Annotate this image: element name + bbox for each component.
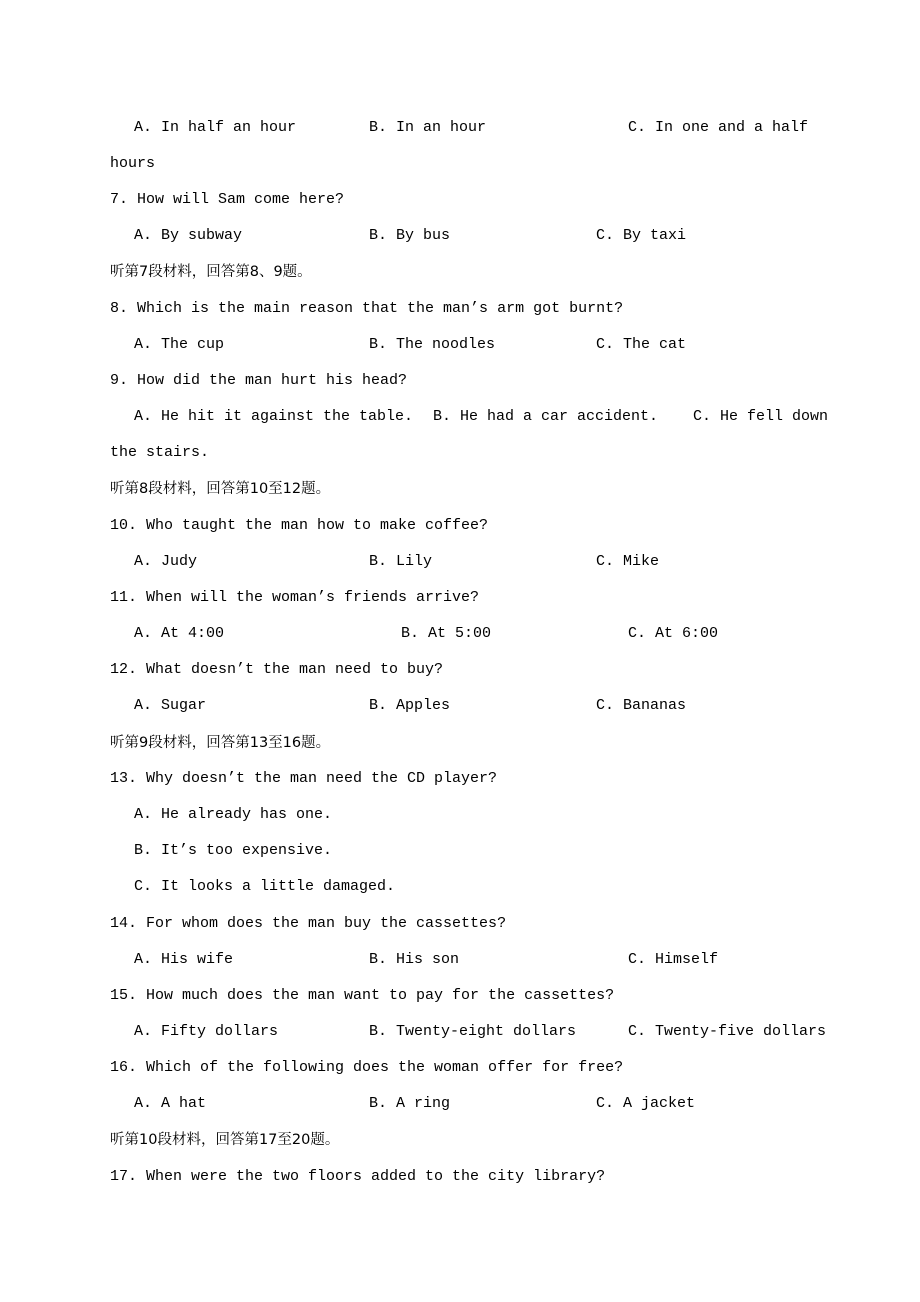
answer-option: A. In half an hour	[134, 119, 297, 136]
line-text: the stairs.	[110, 444, 210, 461]
line-text: 11. When will the woman’s friends arrive?	[110, 589, 480, 606]
answer-options-row	[0, 1093, 920, 1115]
answer-option: A. Fifty dollars	[134, 1023, 279, 1040]
line-text: 16. Which of the following does the woman offer for free?	[110, 1059, 624, 1076]
question-text	[0, 985, 920, 1007]
answer-option: B. The noodles	[369, 336, 496, 353]
line-text: C. It looks a little damaged.	[134, 878, 396, 895]
answer-options-row	[0, 225, 920, 247]
section-instruction	[0, 478, 920, 500]
answer-option: A. He hit it against the table.	[134, 408, 414, 425]
answer-option: C. Twenty-five dollars	[628, 1023, 827, 1040]
answer-option: A. A hat	[134, 1095, 207, 1112]
line-text: 8. Which is the main reason that the man’s arm got burnt?	[110, 300, 624, 317]
answer-option: C. At 6:00	[628, 625, 719, 642]
line-text: 12. What doesn’t the man need to buy?	[110, 661, 444, 678]
line-text: 17. When were the two floors added to the city library?	[110, 1168, 606, 1185]
answer-option: B. A ring	[369, 1095, 451, 1112]
answer-option: C. The cat	[596, 336, 687, 353]
answer-option: B. In an hour	[369, 119, 487, 136]
answer-option: B. Twenty-eight dollars	[369, 1023, 577, 1040]
answer-option: A. By subway	[134, 227, 243, 244]
question-text	[0, 913, 920, 935]
answer-options-row	[0, 695, 920, 717]
section-instruction	[0, 1129, 920, 1151]
section-instruction	[0, 261, 920, 283]
text-line	[0, 804, 920, 826]
line-text: A. He already has one.	[134, 806, 333, 823]
question-text	[0, 768, 920, 790]
answer-option: C. By taxi	[596, 227, 687, 244]
answer-option: B. Lily	[369, 553, 433, 570]
answer-option: A. His wife	[134, 951, 234, 968]
line-text: 听第7段材料，回答第8、9题。	[110, 264, 312, 280]
line-text: 15. How much does the man want to pay for the cassettes?	[110, 987, 615, 1004]
question-text	[0, 515, 920, 537]
answer-option: A. The cup	[134, 336, 225, 353]
answer-option: C. Bananas	[596, 697, 687, 714]
question-text	[0, 370, 920, 392]
answer-option: B. By bus	[369, 227, 451, 244]
line-text: 听第10段材料，回答第17至20题。	[110, 1132, 340, 1148]
line-text: 13. Why doesn’t the man need the CD player?	[110, 770, 498, 787]
answer-option: A. At 4:00	[134, 625, 225, 642]
answer-option: B. Apples	[369, 697, 451, 714]
question-text	[0, 1057, 920, 1079]
answer-options-row	[0, 623, 920, 645]
answer-options-row	[0, 117, 920, 139]
answer-option: C. Mike	[596, 553, 660, 570]
line-text: B. It’s too expensive.	[134, 842, 333, 859]
text-line	[0, 876, 920, 898]
section-instruction	[0, 732, 920, 754]
answer-options-row	[0, 406, 920, 428]
answer-option: B. His son	[369, 951, 460, 968]
answer-option: B. He had a car accident.	[433, 408, 659, 425]
text-line	[0, 442, 920, 464]
answer-option: C. A jacket	[596, 1095, 696, 1112]
text-line	[0, 153, 920, 175]
answer-option: B. At 5:00	[401, 625, 492, 642]
question-text	[0, 1166, 920, 1188]
line-text: hours	[110, 155, 156, 172]
line-text: 7. How will Sam come here?	[110, 191, 345, 208]
answer-options-row	[0, 949, 920, 971]
answer-option: C. In one and a half	[628, 119, 809, 136]
answer-options-row	[0, 551, 920, 573]
line-text: 听第9段材料，回答第13至16题。	[110, 735, 331, 751]
text-line	[0, 840, 920, 862]
answer-options-row	[0, 1021, 920, 1043]
answer-option: C. Himself	[628, 951, 719, 968]
line-text: 听第8段材料，回答第10至12题。	[110, 481, 331, 497]
answer-option: A. Judy	[134, 553, 198, 570]
line-text: 14. For whom does the man buy the cassettes?	[110, 915, 507, 932]
question-text	[0, 298, 920, 320]
answer-option: A. Sugar	[134, 697, 207, 714]
question-text	[0, 189, 920, 211]
line-text: 9. How did the man hurt his head?	[110, 372, 408, 389]
answer-options-row	[0, 334, 920, 356]
question-text	[0, 587, 920, 609]
answer-option: C. He fell down	[693, 408, 829, 425]
question-text	[0, 659, 920, 681]
line-text: 10. Who taught the man how to make coffee?	[110, 517, 489, 534]
